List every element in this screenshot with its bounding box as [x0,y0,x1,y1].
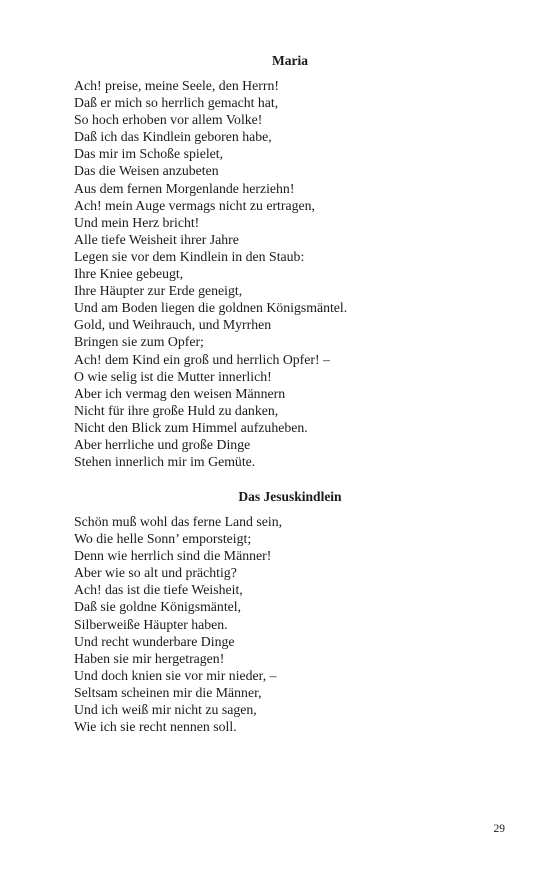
verse-line: Daß er mich so herrlich gemacht hat, [74,95,279,111]
verse-line: Ach! preise, meine Seele, den Herrn! [74,78,279,93]
page-number: 29 [493,823,505,835]
verse-block [74,77,494,470]
verse-line: Nicht den Blick zum Himmel aufzuheben. [74,419,308,435]
verse-line: Gold, und Weihrauch, und Myrrhen [74,317,272,333]
verse-block [74,513,494,735]
speaker-heading: Maria [272,53,308,68]
verse-line: Ihre Häupter zur Erde geneigt, [74,283,243,299]
verse-line: Daß ich das Kindlein geboren habe, [74,129,272,145]
verse-line: Stehen innerlich mir im Gemüte. [74,454,256,470]
verse-line: Ach! dem Kind ein groß und herrlich Opfer! – [74,351,330,367]
verse-line: Seltsam scheinen mir die Männer, [74,684,262,700]
verse-line: Legen sie vor dem Kindlein in den Staub: [74,248,305,264]
verse-line: Aber ich vermag den weisen Männern [74,385,286,401]
verse-line: Daß sie goldne Königsmäntel, [74,599,242,615]
speaker-heading: Das Jesuskindlein [238,489,342,504]
verse-line: Bringen sie zum Opfer; [74,334,204,350]
verse-line: Das mir im Schoße spielet, [74,146,224,162]
verse-line: Aus dem fernen Morgenlande herziehn! [74,180,295,196]
verse-line: So hoch erhoben vor allem Volke! [74,112,263,128]
verse-line: Alle tiefe Weisheit ihrer Jahre [74,231,239,247]
verse-line: Nicht für ihre große Huld zu danken, [74,402,279,418]
verse-line: Aber wie so alt und prächtig? [74,565,237,581]
verse-line: Silberweiße Häupter haben. [74,616,228,632]
verse-line: Wie ich sie recht nennen soll. [74,719,237,735]
verse-line: Ach! das ist die tiefe Weisheit, [74,582,243,598]
verse-line: Aber herrliche und große Dinge [74,436,251,452]
verse-line: Ach! mein Auge vermags nicht zu ertragen, [74,197,315,213]
verse-line: Haben sie mir hergetragen! [74,650,225,666]
verse-line: Das die Weisen anzubeten [74,163,219,179]
verse-line: Ihre Kniee gebeugt, [74,266,184,282]
section-jesuskindlein [74,488,494,735]
section-maria [74,52,494,470]
verse-line: Denn wie herrlich sind die Männer! [74,548,272,564]
verse-line: Und ich weiß mir nicht zu sagen, [74,702,257,718]
verse-line: Wo die helle Sonn’ emporsteigt; [74,531,252,547]
verse-line: O wie selig ist die Mutter innerlich! [74,368,272,384]
verse-line: Schön muß wohl das ferne Land sein, [74,514,283,529]
verse-line: Und am Boden liegen die goldnen Königsmäntel. [74,300,348,316]
verse-line: Und recht wunderbare Dinge [74,633,235,649]
verse-line: Und mein Herz bricht! [74,214,200,230]
verse-line: Und doch knien sie vor mir nieder, – [74,667,277,683]
